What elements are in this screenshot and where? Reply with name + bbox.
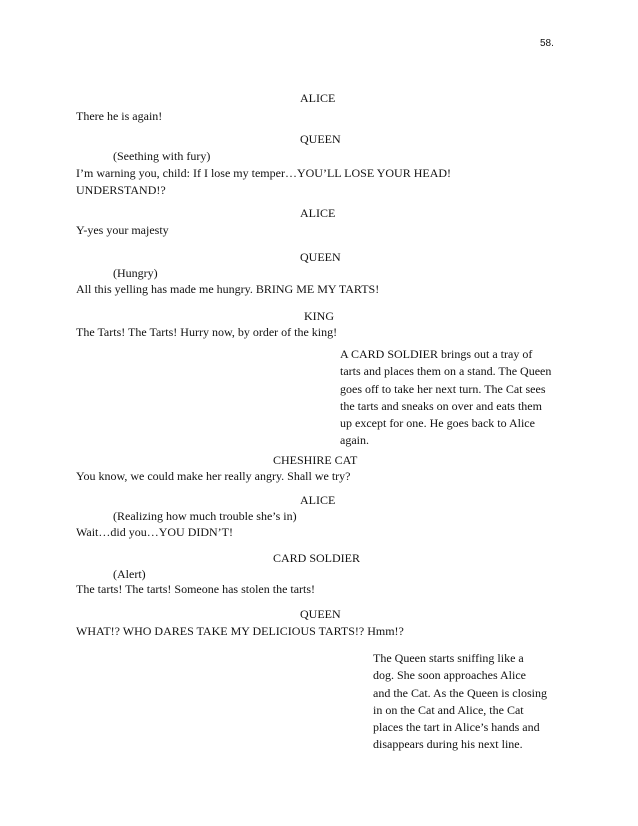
character-name-queen: QUEEN — [300, 607, 341, 621]
character-name-queen: QUEEN — [300, 132, 341, 146]
action-line: The Queen starts sniffing like a — [373, 651, 524, 665]
dialogue-line: The Tarts! The Tarts! Hurry now, by order of the king! — [76, 325, 338, 339]
parenthetical: (Hungry) — [113, 266, 158, 280]
dialogue-line: Y-yes your majesty — [76, 223, 169, 237]
action-description — [373, 650, 547, 754]
character-name-king: KING — [304, 309, 334, 323]
action-line: dog. She soon approaches Alice — [373, 668, 526, 683]
character-name-queen: QUEEN — [300, 250, 341, 264]
dialogue-line: There he is again! — [76, 109, 163, 123]
action-line: up except for one. He goes back to Alice — [340, 416, 535, 431]
parenthetical: (Alert) — [113, 567, 146, 581]
dialogue-line: The tarts! The tarts! Someone has stolen the tarts! — [76, 582, 316, 596]
parenthetical: (Seething with fury) — [113, 149, 211, 163]
action-line: places the tart in Alice’s hands and — [373, 720, 540, 735]
dialogue-line: UNDERSTAND!? — [76, 183, 166, 197]
character-name-card-soldier: CARD SOLDIER — [273, 551, 361, 565]
dialogue-line: You know, we could make her really angry. Shall we try? — [76, 469, 351, 483]
dialogue-line: WHAT!? WHO DARES TAKE MY DELICIOUS TARTS!? Hmm!? — [76, 624, 404, 638]
action-line: in on the Cat and Alice, the Cat — [373, 702, 524, 717]
action-line: A CARD SOLDIER brings out a tray of — [340, 347, 533, 361]
action-line: tarts and places them on a stand. The Queen — [340, 364, 552, 379]
dialogue-line: I’m warning you, child: If I lose my temper…YOU’LL LOSE YOUR HEAD! — [76, 166, 452, 180]
action-line: disappears during his next line. — [373, 737, 523, 752]
action-line: the tarts and sneaks on over and eats them — [340, 398, 542, 413]
dialogue-line: All this yelling has made me hungry. BRING ME MY TARTS! — [76, 282, 380, 296]
character-name-cheshire-cat: CHESHIRE CAT — [273, 453, 358, 467]
parenthetical: (Realizing how much trouble she’s in) — [113, 509, 297, 523]
action-line: again. — [340, 433, 369, 448]
page-number: 58. — [540, 38, 554, 49]
character-name-alice: ALICE — [300, 91, 336, 105]
character-name-alice: ALICE — [300, 493, 336, 507]
character-name-alice: ALICE — [300, 206, 336, 220]
action-line: and the Cat. As the Queen is closing — [373, 685, 547, 700]
action-description — [340, 346, 551, 450]
action-line: goes off to take her next turn. The Cat sees — [340, 381, 546, 396]
dialogue-line: Wait…did you…YOU DIDN’T! — [76, 525, 234, 539]
